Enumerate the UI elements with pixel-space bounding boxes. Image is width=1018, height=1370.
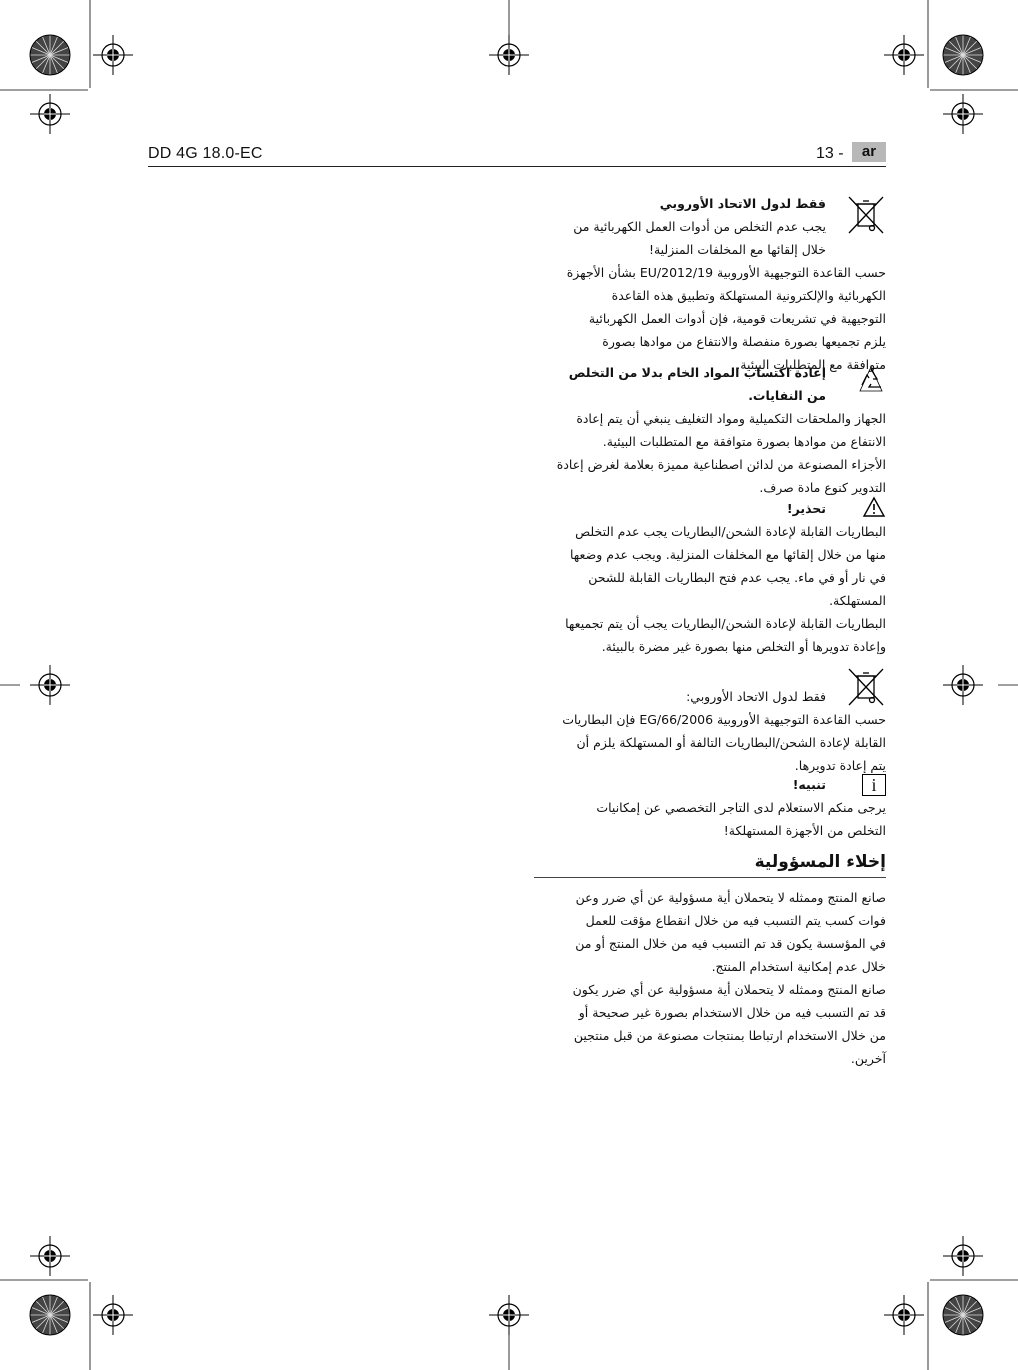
disclaimer-section	[534, 886, 886, 1070]
notice-para-line: التخلص من الأجهزة المستهلكة!	[723, 823, 886, 838]
disclaimer-para-line: قد تم التسبب فيه من خلال الاستخدام بصورة غير صحيحة أو	[578, 1005, 886, 1020]
weee-para-line: يلزم تجميعها بصورة منفصلة والانتفاع من موادها بصورة	[602, 334, 886, 349]
warning-para-line: وإعادة تدويرها أو التخلص منها بصورة غير مضرة بالبيئة.	[601, 639, 886, 654]
recycle-section	[534, 361, 886, 499]
disclaimer-title: إخلاء المسؤولية	[754, 852, 886, 872]
disclaimer-para-line: من خلال الاستخدام ارتباطا بمنتجات مصنوعة من قبل منتجين	[573, 1028, 886, 1043]
recycle-para-line: التدوير كنوع مادة صرف.	[759, 480, 886, 495]
model-number: DD 4G 18.0-EC	[148, 145, 263, 162]
battery-para-line: يتم إعادة تدويرها.	[794, 758, 886, 773]
recycle-para-line: الانتفاع من موادها بصورة متوافقة مع المتطلبات البيئية.	[602, 434, 886, 449]
weee-para-line: متوافقة مع المتطلبات البيئية.	[736, 357, 886, 372]
warning-para-line: في نار أو في ماء. يجب عدم فتح البطاريات القابلة للشحن	[588, 570, 886, 585]
weee-para-line: حسب القاعدة التوجيهية الأوروبية 2012/19/EU بشأن الأجهزة	[566, 265, 886, 280]
disclaimer-rule	[534, 877, 886, 878]
weee-para-line: التوجيهية في تشريعات قومية، فإن أدوات العمل الكهربائية	[588, 311, 886, 326]
weee-eu-only: فقط لدول الاتحاد الأوروبي:	[686, 689, 826, 704]
battery-para-line: حسب القاعدة التوجيهية الأوروبية EG/66/2006 فإن البطاريات	[562, 712, 886, 727]
notice-section	[534, 773, 886, 842]
warning-para-line: منها من خلال إلقائها مع المخلفات المنزلية. ويجب عدم وضعها	[569, 547, 886, 562]
disclaimer-para-line: صانع المنتج وممثله لا يتحملان أية مسؤولية عن أي ضرر وعن	[575, 890, 886, 905]
recycle-title: من النفايات.	[748, 388, 826, 403]
weee-para-line: الكهربائية والإلكترونية المستهلكة وتطبيق هذه القاعدة	[611, 288, 886, 303]
warning-para-line: البطاريات القابلة لإعادة الشحن/البطاريات يجب عدم التخلص	[575, 524, 886, 539]
recycle-para-line: الأجزاء المصنوعة من لدائن اصطناعية مميزة بعلامة لغرض إعادة	[556, 457, 886, 472]
warning-title: تحذير!	[786, 501, 826, 516]
weee-line: خلال إلقائها مع المخلفات المنزلية!	[648, 242, 826, 257]
disclaimer-para-line: فوات كسب يتم التسبب فيه من خلال انقطاع مؤقت للعمل	[585, 913, 886, 928]
language-badge: ar	[852, 142, 886, 162]
page-number: 13 -	[816, 145, 844, 162]
disclaimer-para-line: آخرين.	[850, 1051, 886, 1066]
notice-para-line: يرجى منكم الاستعلام لدى التاجر التخصصي عن إمكانيات	[596, 800, 886, 815]
warning-para-line: المستهلكة.	[829, 593, 886, 608]
weee-eu-only: فقط لدول الاتحاد الأوروبي	[659, 196, 826, 211]
recycle-title: إعادة اكتساب المواد الخام بدلا من التخلص	[568, 365, 826, 380]
weee-line: يجب عدم التخلص من أدوات العمل الكهربائية من	[573, 219, 826, 234]
recycle-para-line: الجهاز والملحقات التكميلية ومواد التغليف ينبغي أن يتم إعادة	[576, 411, 886, 426]
warning-section	[534, 497, 886, 658]
disclaimer-para-line: في المؤسسة يكون قد تم التسبب فيه من خلال المنتج أو من	[575, 936, 886, 951]
battery-para-line: القابلة لإعادة الشحن/البطاريات التالفة أو المستهلكة يلزم أن	[576, 735, 886, 750]
battery-weee-section	[534, 685, 886, 777]
weee-section	[534, 192, 886, 376]
notice-title: تنبيه!	[792, 777, 826, 792]
info-icon-glyph: i	[871, 775, 877, 795]
warning-para-line: البطاريات القابلة لإعادة الشحن/البطاريات يجب أن يتم تجميعها	[565, 616, 886, 631]
disclaimer-para-line: خلال عدم إمكانية استخدام المنتج.	[711, 959, 886, 974]
disclaimer-para-line: صانع المنتج وممثله لا يتحملان أية مسؤولية عن أي ضرر يكون	[572, 982, 886, 997]
header-rule	[148, 166, 886, 167]
